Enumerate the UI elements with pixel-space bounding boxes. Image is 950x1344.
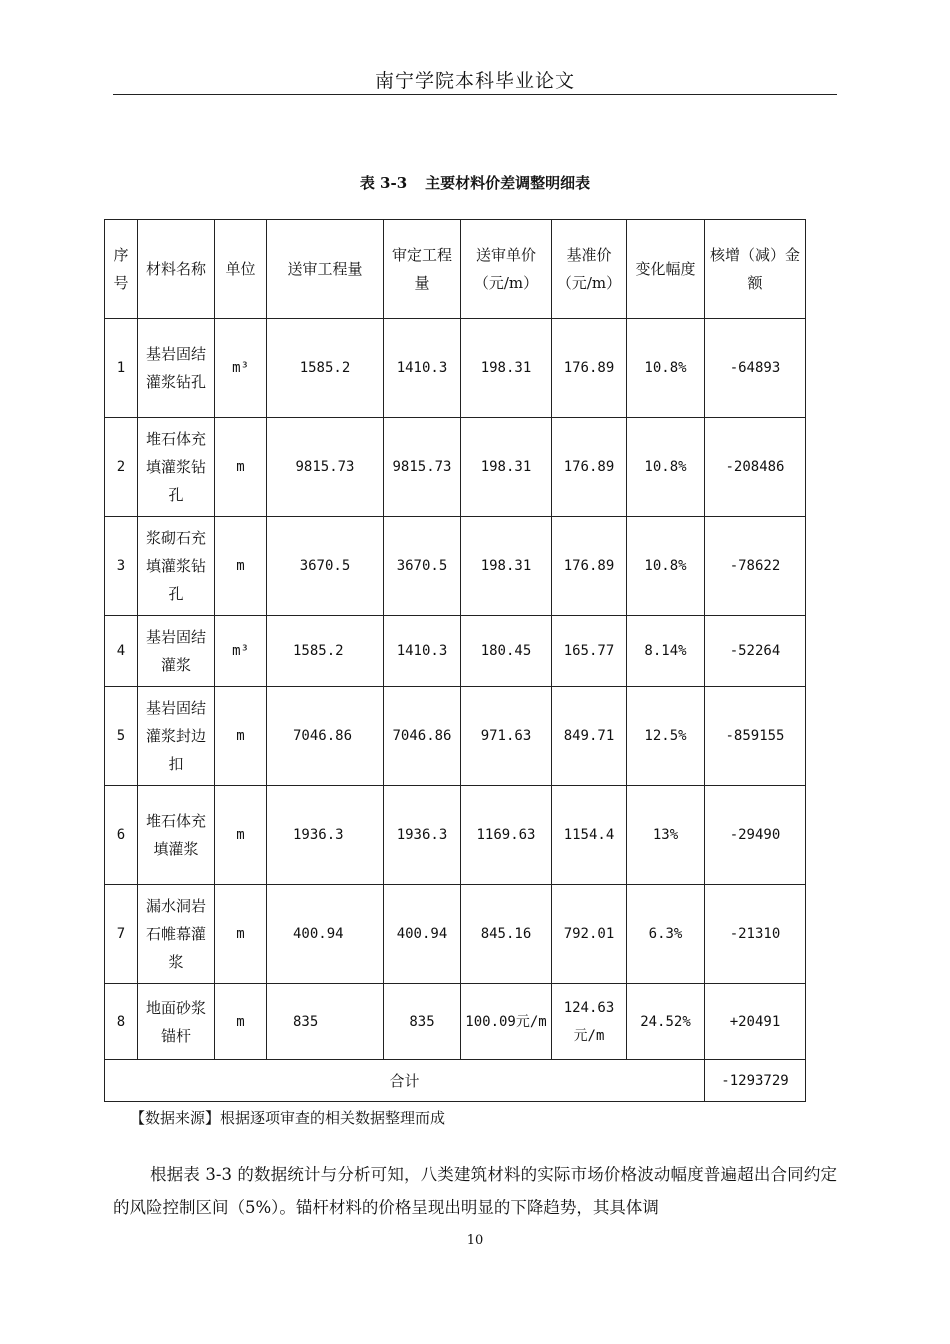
material-name: 堆石体充填灌浆 — [138, 786, 215, 885]
price-adjustment-table — [104, 219, 806, 1102]
table-header-row — [105, 220, 806, 319]
header-cell: 送审工程量 — [267, 220, 384, 319]
base-price: 849.71 — [552, 687, 627, 786]
body-paragraph: 根据表 3-3 的数据统计与分析可知，八类建筑材料的实际市场价格波动幅度普遍超出合同约定的风险控制区间（5%）。锚杆材料的价格呈现出明显的下降趋势，其具体调 — [113, 1165, 837, 1217]
approved-quantity: 3670.5 — [384, 517, 461, 616]
change-rate: 10.8% — [627, 418, 705, 517]
submitted-unit-price: 100.09元/m — [461, 984, 552, 1060]
submitted-unit-price: 180.45 — [461, 616, 552, 687]
approved-quantity: 7046.86 — [384, 687, 461, 786]
submitted-unit-price: 198.31 — [461, 517, 552, 616]
header-cell: 序号 — [105, 220, 138, 319]
change-rate: 13% — [627, 786, 705, 885]
adjustment-amount: +20491 — [705, 984, 806, 1060]
table-row — [105, 517, 806, 616]
table-row — [105, 319, 806, 418]
adjustment-amount: -21310 — [705, 885, 806, 984]
adjustment-amount: -208486 — [705, 418, 806, 517]
submitted-unit-price: 198.31 — [461, 319, 552, 418]
approved-quantity: 1936.3 — [384, 786, 461, 885]
material-name: 漏水洞岩石帷幕灌浆 — [138, 885, 215, 984]
material-name: 浆砌石充填灌浆钻孔 — [138, 517, 215, 616]
base-price: 176.89 — [552, 319, 627, 418]
table-row — [105, 418, 806, 517]
unit-cell: m³ — [215, 616, 267, 687]
submitted-unit-price: 198.31 — [461, 418, 552, 517]
submitted-quantity: 1585.2 — [267, 616, 384, 687]
base-price: 176.89 — [552, 517, 627, 616]
change-rate: 12.5% — [627, 687, 705, 786]
change-rate: 24.52% — [627, 984, 705, 1060]
submitted-unit-price: 1169.63 — [461, 786, 552, 885]
row-index: 1 — [105, 319, 138, 418]
header-cell: 基准价（元/m） — [552, 220, 627, 319]
unit-cell: m — [215, 517, 267, 616]
page-number: 10 — [466, 1233, 484, 1248]
submitted-unit-price: 971.63 — [461, 687, 552, 786]
submitted-quantity: 3670.5 — [267, 517, 384, 616]
table-number: 表 3-3 — [359, 174, 408, 192]
row-index: 5 — [105, 687, 138, 786]
header-cell: 送审单价（元/m） — [461, 220, 552, 319]
material-name: 地面砂浆锚杆 — [138, 984, 215, 1060]
material-name: 基岩固结灌浆封边扣 — [138, 687, 215, 786]
unit-cell: m — [215, 786, 267, 885]
change-rate: 8.14% — [627, 616, 705, 687]
adjustment-amount: -52264 — [705, 616, 806, 687]
change-rate: 10.8% — [627, 319, 705, 418]
row-index: 8 — [105, 984, 138, 1060]
material-name: 基岩固结灌浆钻孔 — [138, 319, 215, 418]
table-row — [105, 885, 806, 984]
table-total-row — [105, 1060, 806, 1102]
submitted-quantity: 835 — [267, 984, 384, 1060]
table-caption — [0, 172, 950, 193]
submitted-quantity: 7046.86 — [267, 687, 384, 786]
material-name: 堆石体充填灌浆钻孔 — [138, 418, 215, 517]
header-cell: 审定工程量 — [384, 220, 461, 319]
change-rate: 10.8% — [627, 517, 705, 616]
table-row — [105, 616, 806, 687]
total-label: 合计 — [105, 1060, 705, 1102]
adjustment-amount: -859155 — [705, 687, 806, 786]
unit-cell: m — [215, 687, 267, 786]
adjustment-amount: -64893 — [705, 319, 806, 418]
submitted-quantity: 1936.3 — [267, 786, 384, 885]
material-name: 基岩固结灌浆 — [138, 616, 215, 687]
row-index: 6 — [105, 786, 138, 885]
total-value: -1293729 — [705, 1060, 806, 1102]
approved-quantity: 1410.3 — [384, 616, 461, 687]
adjustment-amount: -78622 — [705, 517, 806, 616]
approved-quantity: 400.94 — [384, 885, 461, 984]
base-price: 176.89 — [552, 418, 627, 517]
submitted-quantity: 1585.2 — [267, 319, 384, 418]
unit-cell: m — [215, 885, 267, 984]
page-header-title: 南宁学院本科毕业论文 — [374, 70, 575, 92]
approved-quantity: 9815.73 — [384, 418, 461, 517]
table-row — [105, 984, 806, 1060]
submitted-quantity: 400.94 — [267, 885, 384, 984]
table-title: 主要材料价差调整明细表 — [425, 174, 591, 192]
adjustment-amount: -29490 — [705, 786, 806, 885]
base-price: 165.77 — [552, 616, 627, 687]
row-index: 2 — [105, 418, 138, 517]
row-index: 4 — [105, 616, 138, 687]
row-index: 7 — [105, 885, 138, 984]
data-source-note: 【数据来源】根据逐项审查的相关数据整理而成 — [130, 1109, 446, 1127]
header-rule — [113, 94, 837, 95]
submitted-unit-price: 845.16 — [461, 885, 552, 984]
base-price: 792.01 — [552, 885, 627, 984]
unit-cell: m — [215, 984, 267, 1060]
unit-cell: m — [215, 418, 267, 517]
approved-quantity: 835 — [384, 984, 461, 1060]
header-cell: 核增（减）金额 — [705, 220, 806, 319]
base-price: 1154.4 — [552, 786, 627, 885]
change-rate: 6.3% — [627, 885, 705, 984]
row-index: 3 — [105, 517, 138, 616]
table-row — [105, 687, 806, 786]
unit-cell: m³ — [215, 319, 267, 418]
submitted-quantity: 9815.73 — [267, 418, 384, 517]
base-price: 124.63元/m — [552, 984, 627, 1060]
approved-quantity: 1410.3 — [384, 319, 461, 418]
table-row — [105, 786, 806, 885]
header-cell: 单位 — [215, 220, 267, 319]
header-cell: 材料名称 — [138, 220, 215, 319]
header-cell: 变化幅度 — [627, 220, 705, 319]
